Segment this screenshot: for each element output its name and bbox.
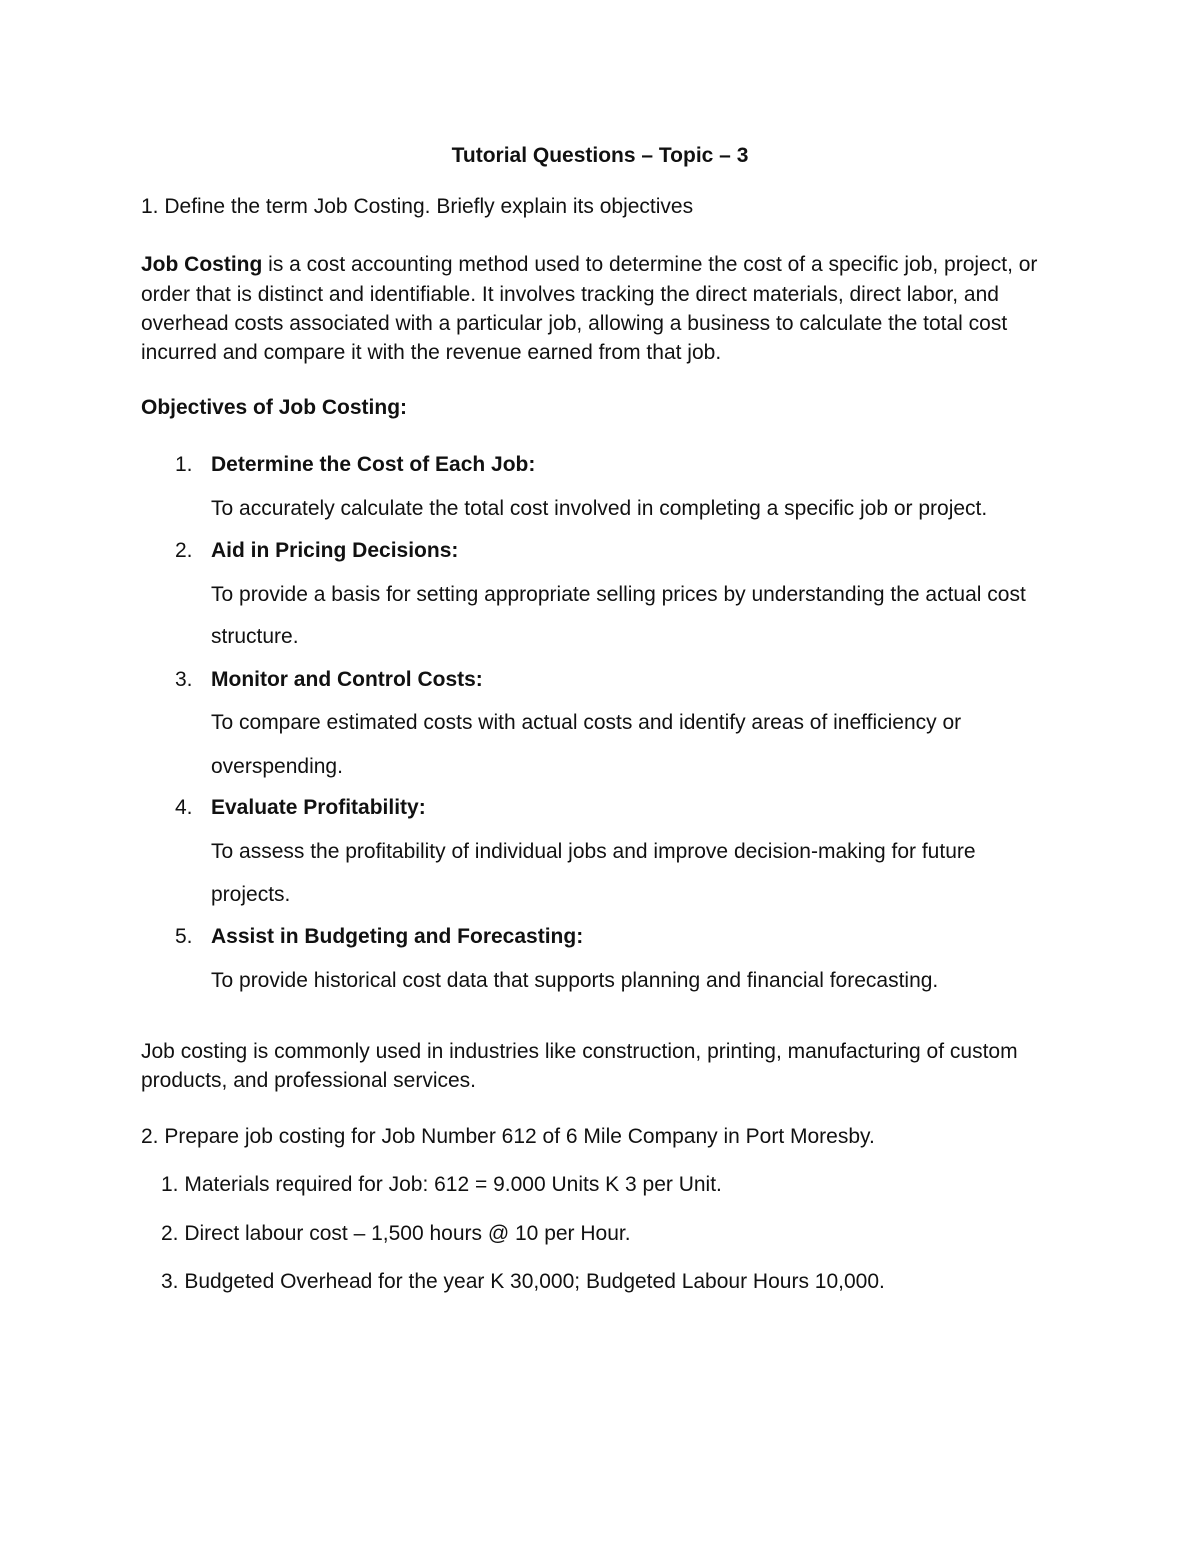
objective-4-number: 4.	[175, 796, 193, 819]
question-2-item-2: 2. Direct labour cost – 1,500 hours @ 10 per Hour.	[161, 1222, 631, 1245]
question-2-heading: 2. Prepare job costing for Job Number 612 of 6 Mile Company in Port Moresby.	[141, 1125, 875, 1148]
definition-text-1: is a cost accounting method used to determine the cost of a specific job, project, or	[262, 253, 1038, 276]
objective-5-text-1: To provide historical cost data that supports planning and financial forecasting.	[211, 969, 939, 992]
definition-term: Job Costing	[141, 253, 263, 276]
objective-2-text-2: structure.	[211, 625, 299, 648]
question-2-item-1: 1. Materials required for Job: 612 = 9.000 Units K 3 per Unit.	[161, 1173, 722, 1196]
definition-line-3: overhead costs associated with a particular job, allowing a business to calculate the total cost	[141, 312, 1008, 335]
objective-5-number: 5.	[175, 925, 193, 948]
objective-3-number: 3.	[175, 668, 193, 691]
question-2-item-3: 3. Budgeted Overhead for the year K 30,000; Budgeted Labour Hours 10,000.	[161, 1270, 885, 1293]
objective-3-title: Monitor and Control Costs:	[211, 668, 483, 691]
objective-1-number: 1.	[175, 453, 193, 476]
objective-1-title: Determine the Cost of Each Job:	[211, 453, 536, 476]
definition-line-2: order that is distinct and identifiable. It involves tracking the direct materials, direct labor, and	[141, 283, 999, 306]
objective-4-title: Evaluate Profitability:	[211, 796, 426, 819]
objective-1-text-1: To accurately calculate the total cost involved in completing a specific job or project.	[211, 497, 988, 520]
objective-2-title: Aid in Pricing Decisions:	[211, 539, 459, 562]
objective-3-text-1: To compare estimated costs with actual costs and identify areas of inefficiency or	[211, 711, 962, 734]
closing-line-2: products, and professional services.	[141, 1069, 477, 1092]
document-title: Tutorial Questions – Topic – 3	[451, 144, 749, 167]
definition-line-4: incurred and compare it with the revenue earned from that job.	[141, 341, 722, 364]
question-1-heading: 1. Define the term Job Costing. Briefly explain its objectives	[141, 195, 694, 218]
objective-5-title: Assist in Budgeting and Forecasting:	[211, 925, 584, 948]
objective-3-text-2: overspending.	[211, 755, 343, 778]
objective-4-text-2: projects.	[211, 883, 291, 906]
objective-2-text-1: To provide a basis for setting appropriate selling prices by understanding the actual cost	[211, 583, 1026, 606]
definition-line-1	[141, 251, 1037, 279]
objectives-heading: Objectives of Job Costing:	[141, 396, 408, 419]
objective-2-number: 2.	[175, 539, 193, 562]
objective-4-text-1: To assess the profitability of individual jobs and improve decision-making for future	[211, 840, 976, 863]
closing-line-1: Job costing is commonly used in industries like construction, printing, manufacturing of custom	[141, 1040, 1018, 1063]
